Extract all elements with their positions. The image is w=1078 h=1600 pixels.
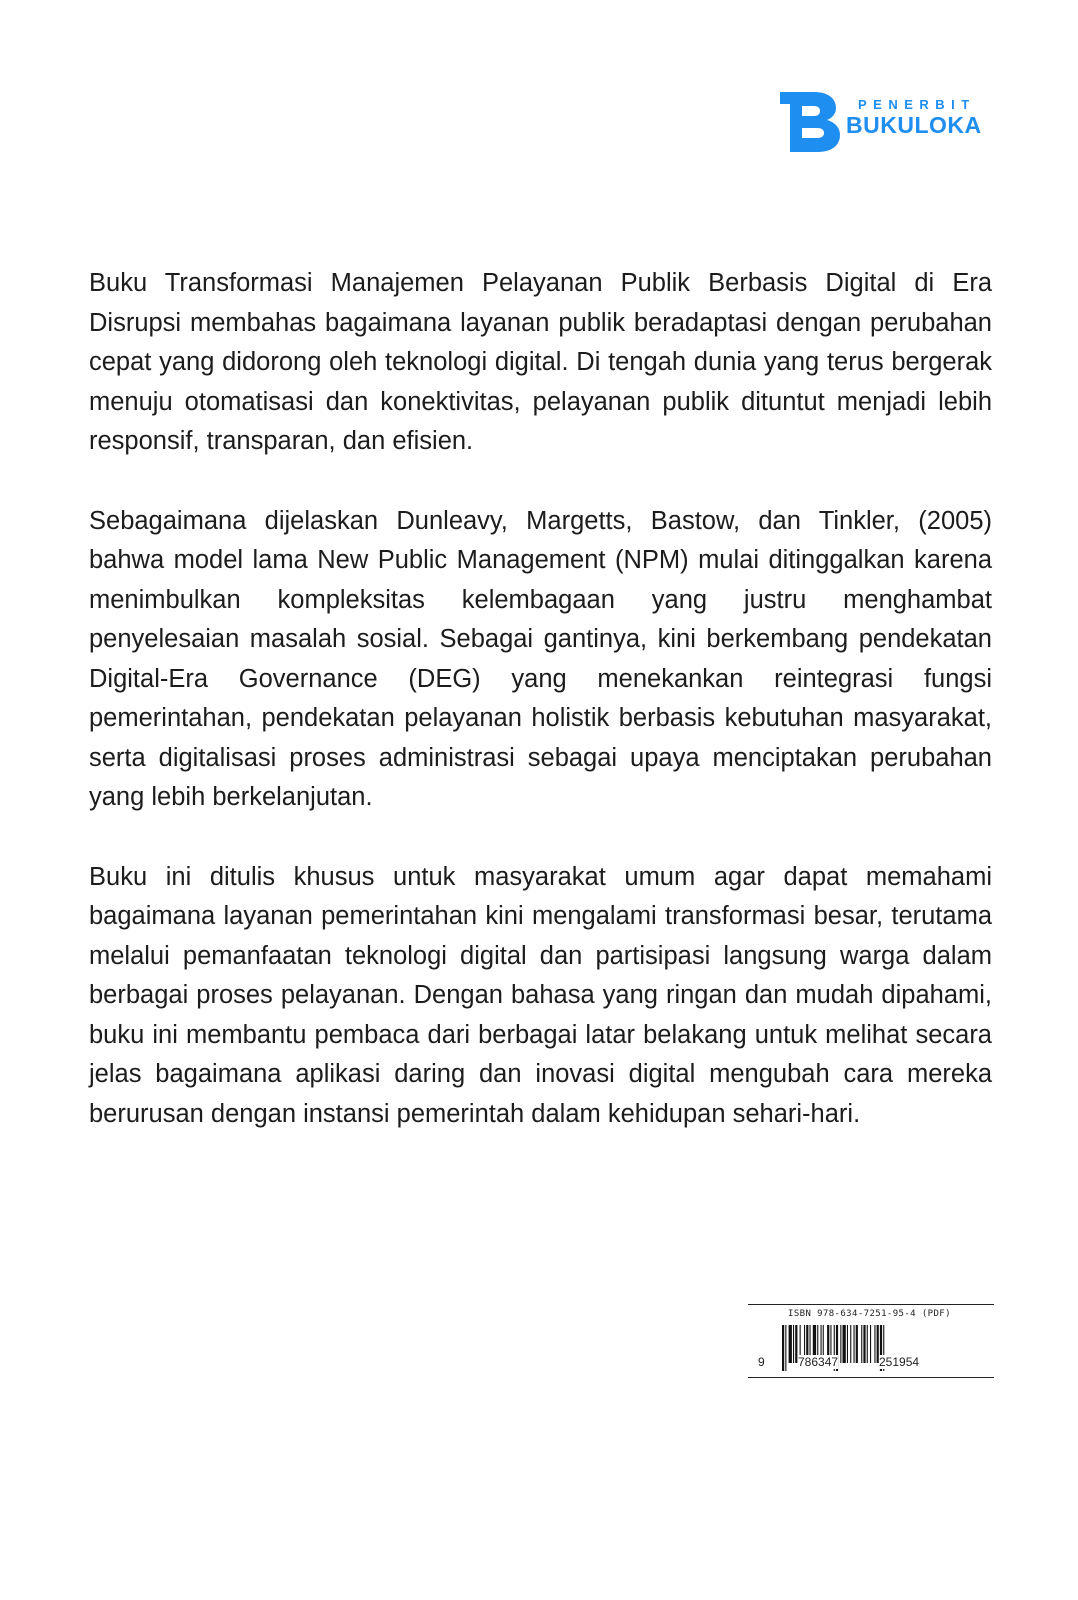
isbn-barcode-block: [748, 1304, 994, 1378]
paragraph-1: Buku Transformasi Manajemen Pelayanan Publik Berbasis Digital di Era Disrupsi membahas bagaimana layanan publik beradaptasi dengan perubahan cepat yang didorong oleh teknologi digital. Di tengah dunia yang terus bergerak menuju otomatisasi dan konektivitas, pelayanan publik dituntut menjadi lebih responsif, transparan, dan efisien.: [89, 269, 992, 455]
barcode-bar: [854, 1325, 855, 1363]
barcode-bar: [782, 1325, 784, 1371]
logo-wordmark: [846, 98, 982, 138]
barcode-bar: [863, 1325, 865, 1363]
logo-penerbit-text: PENERBIT: [858, 97, 976, 112]
barcode-bar: [793, 1325, 794, 1363]
isbn-label: ISBN 978-634-7251-95-4 (PDF): [788, 1309, 951, 1319]
barcode-digit-first: 9: [758, 1355, 765, 1369]
blurb-text: [89, 264, 992, 1174]
barcode-digits-right: 251954: [879, 1355, 920, 1369]
barcode-digits-left: 786347: [798, 1355, 839, 1369]
publisher-logo: [780, 90, 1000, 152]
logo-bukuloka-text: BUKULOKA: [846, 112, 982, 138]
barcode-bar: [870, 1325, 871, 1363]
barcode-bar: [874, 1325, 875, 1363]
barcode-bar: [785, 1325, 786, 1371]
bukuloka-b-logo-icon: [780, 90, 842, 152]
barcode-bar: [856, 1325, 858, 1363]
barcode-bar: [789, 1325, 792, 1363]
barcode-bar: [843, 1325, 846, 1363]
barcode-bar: [847, 1325, 848, 1363]
barcode-bar: [840, 1325, 841, 1363]
barcode-bar: [850, 1325, 851, 1363]
paragraph-2: Sebagaimana dijelaskan Dunleavy, Margetts, Bastow, dan Tinkler, (2005) bahwa model lama New Public Management (NPM) mulai ditinggalkan karena menimbulkan kompleksitas kelembagaan yang justru menghambat penyelesaian masalah sosial. Sebagai gantinya, kini berkembang pendekatan Digital-Era Governance (DEG) yang menekankan reintegrasi fungsi pemerintahan, pendekatan pelayanan holistik berbasis kebutuhan masyarakat, serta digitalisasi proses administrasi sebagai upaya menciptakan perubahan yang lebih berkelanjutan.: [89, 506, 992, 811]
paragraph-3: Buku ini ditulis khusus untuk masyarakat umum agar dapat memahami bagaimana layanan pemerintahan kini mengalami transformasi besar, terutama melalui pemanfaatan teknologi digital dan partisipasi langsung warga dalam berbagai proses pelayanan. Dengan bahasa yang ringan dan mudah dipahami, buku ini membantu pembaca dari berbagai latar belakang untuk melihat secara jelas bagaimana aplikasi daring dan inovasi digital mengubah cara mereka berurusan dengan instansi pemerintah dalam kehidupan sehari-hari.: [89, 862, 992, 1128]
barcode-bar: [867, 1325, 868, 1363]
barcode-bar: [861, 1325, 862, 1363]
